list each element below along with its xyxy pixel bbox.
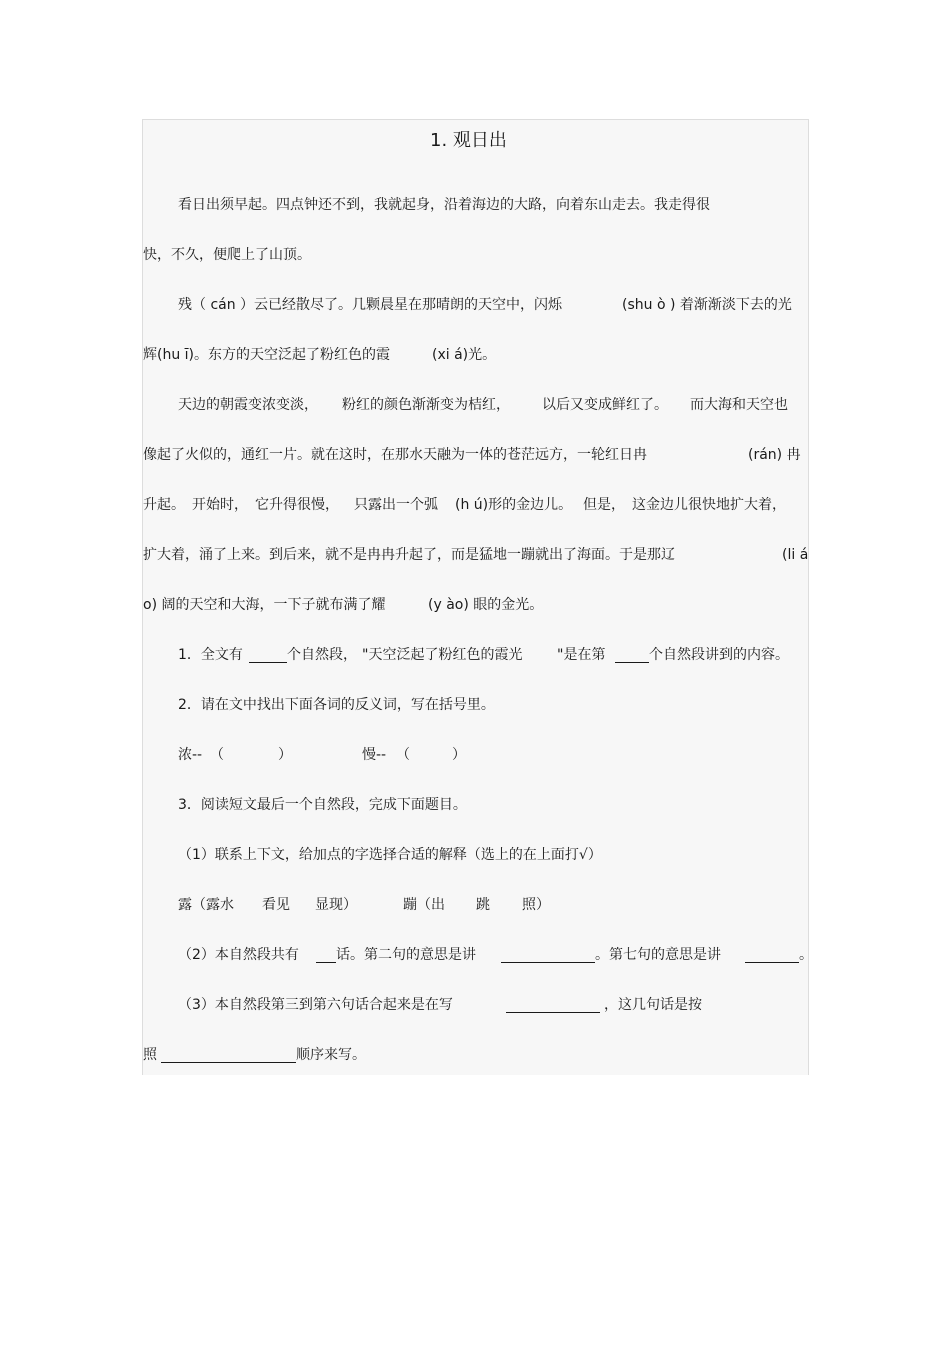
paragraph-3-line-1c: 以后又变成鲜红了。 (542, 397, 668, 413)
paragraph-3-line-3g: 这金边儿很快地扩大着， (632, 497, 786, 513)
paragraph-3-line-3f: 但是， (583, 497, 625, 513)
paragraph-3-line-5b: (y ào) 眼的金光。 (428, 597, 544, 613)
paragraph-2-line-1a: 残（ cán ）云已经散尽了。几颗晨星在那晴朗的天空中，闪烁 (178, 297, 563, 313)
paragraph-3-line-2a: 像起了火似的，通红一片。就在这时，在那水天融为一体的苍茫远方，一轮红日冉 (143, 447, 647, 463)
paragraph-2-line-1b: (shu ò ) 着渐渐淡下去的光 (622, 297, 792, 313)
question-1-blank-1[interactable] (249, 648, 287, 663)
option-beng-c[interactable]: 照） (522, 897, 550, 913)
paragraph-3-line-3e: (h ú)形的金边儿。 (455, 497, 573, 513)
option-beng-a[interactable]: 蹦（出 (403, 897, 445, 913)
question-2-text: 2．请在文中找出下面各词的反义词，写在括号里。 (178, 697, 495, 713)
question-3-2-blank-3[interactable] (745, 948, 799, 963)
paragraph-3-line-4a: 扩大着，涌了上来。到后来，就不是冉冉升起了，而是猛地一蹦就出了海面。于是那辽 (143, 547, 675, 563)
question-3-3-text-d: 顺序来写。 (296, 1047, 366, 1063)
question-1-text-d: "是在第 (557, 647, 606, 663)
question-3-2-text-a: （2）本自然段共有 (178, 947, 299, 963)
paragraph-3-line-1d: 而大海和天空也 (690, 397, 788, 413)
paragraph-1-line-2: 快，不久，便爬上了山顶。 (143, 247, 311, 263)
paragraph-3-line-1a: 天边的朝霞变浓变淡， (178, 397, 318, 413)
question-1-blank-2[interactable] (615, 648, 649, 663)
antonym-man-paren-close: ） (452, 747, 466, 763)
question-3-2-blank-2[interactable] (501, 948, 595, 963)
option-lu-a[interactable]: 露（露水 (178, 897, 234, 913)
question-1-text-c: "天空泛起了粉红色的霞光 (362, 647, 523, 663)
antonym-nong-label: 浓-- (178, 747, 203, 763)
question-3-3-blank-2[interactable] (161, 1048, 296, 1063)
question-1-text-a: 1．全文有 (178, 647, 243, 663)
question-1-text-e: 个自然段讲到的内容。 (649, 647, 789, 663)
question-3-1-text: （1）联系上下文，给加点的字选择合适的解释（选上的在上面打√） (178, 847, 602, 863)
question-1-text-b: 个自然段， (287, 647, 357, 663)
page-title: 1. 观日出 (430, 130, 507, 151)
question-3-2-text-c: 。第七句的意思是讲 (595, 947, 721, 963)
option-beng-b[interactable]: 跳 (476, 897, 490, 913)
question-3-3-blank-1[interactable] (506, 998, 600, 1013)
paragraph-3-line-3c: 它升得很慢， (255, 497, 339, 513)
paragraph-2-line-2b: (xi á)光。 (432, 347, 497, 363)
paragraph-3-line-4b: (li á (782, 547, 809, 563)
antonym-nong-paren-close: ） (278, 747, 292, 763)
paragraph-3-line-2b: (rán) 冉 (748, 447, 801, 463)
antonym-man-label: 慢-- (362, 747, 387, 763)
question-3-2-text-b: 话。第二句的意思是讲 (336, 947, 476, 963)
option-lu-b[interactable]: 看见 (262, 897, 290, 913)
antonym-man-paren-open: （ (396, 747, 410, 763)
antonym-nong-paren-open: （ (210, 747, 224, 763)
question-3-3-text-b: ，这几句话是按 (604, 997, 702, 1013)
question-3-text: 3．阅读短文最后一个自然段，完成下面题目。 (178, 797, 467, 813)
paragraph-1-line-1: 看日出须早起。四点钟还不到，我就起身，沿着海边的大路，向着东山走去。我走得很 (178, 197, 710, 213)
paragraph-3-line-3b: 开始时， (192, 497, 248, 513)
question-3-2-blank-1[interactable] (316, 948, 336, 963)
question-3-3-text-c: 照 (143, 1047, 157, 1063)
paragraph-3-line-1b: 粉红的颜色渐渐变为桔红， (342, 397, 510, 413)
paragraph-3-line-3d: 只露出一个弧 (354, 497, 438, 513)
paragraph-3-line-5a: o) 阔的天空和大海，一下子就布满了耀 (143, 597, 386, 613)
paragraph-3-line-3a: 升起。 (143, 497, 185, 513)
paragraph-2-line-2a: 辉(hu ī)。东方的天空泛起了粉红色的霞 (143, 347, 391, 363)
option-lu-c[interactable]: 显现） (315, 897, 357, 913)
question-3-3-text-a: （3）本自然段第三到第六句话合起来是在写 (178, 997, 453, 1013)
question-3-2-text-d: 。 (799, 947, 813, 963)
